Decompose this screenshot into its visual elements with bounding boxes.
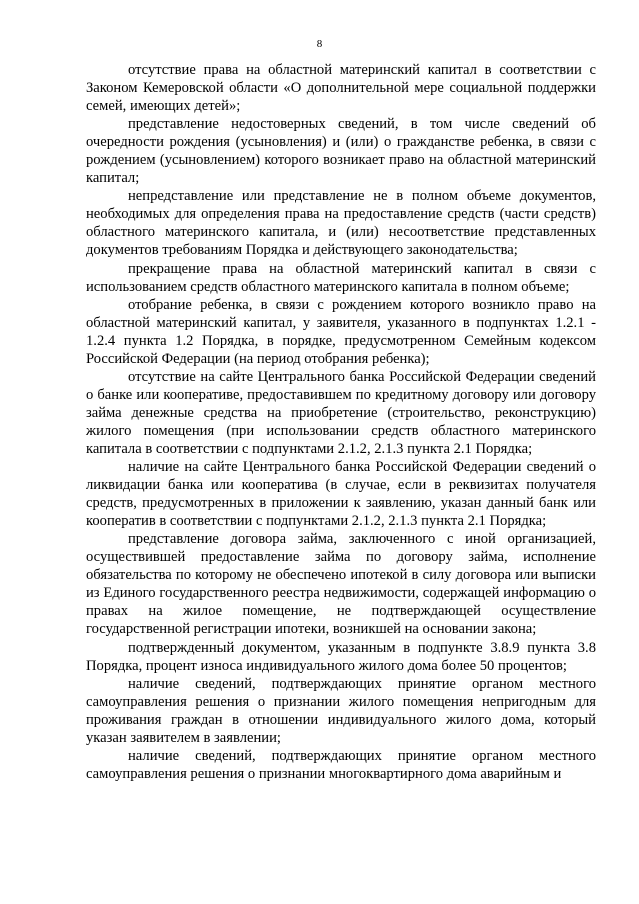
paragraph-10: наличие сведений, подтверждающих принятие органом местного самоуправления решения о признании жилого помещения непригодным для проживания граждан в отношении индивидуального жилого дома, который указан заявителем в заявлении; xyxy=(86,675,596,746)
paragraph-1: отсутствие права на областной материнский капитал в соответствии с Законом Кемеровской области «О дополнительной мере социальной поддержки семей, имеющих детей»; xyxy=(86,62,596,115)
paragraph-9: подтвержденный документом, указанным в подпункте 3.8.9 пункта 3.8 Порядка, процент износа индивидуального жилого дома более 50 процентов; xyxy=(86,639,596,674)
paragraph-5: отобрание ребенка, в связи с рождением которого возникло право на областной материнский капитал, у заявителя, указанного в подпунктах 1.2.1 - 1.2.4 пункта 1.2 Порядка, в порядке, предусмотренном Семейным кодексом Российской Федерации (на период отобрания ребенка); xyxy=(86,296,596,367)
paragraph-11: наличие сведений, подтверждающих принятие органом местного самоуправления решения о признании многоквартирного дома аварийным и xyxy=(86,747,596,782)
paragraph-2: представление недостоверных сведений, в том числе сведений об очередности рождения (усыновления) и (или) о гражданстве ребенка, в связи с рождением (усыновлением) которого возникает право на областной материнский капитал; xyxy=(86,116,596,187)
paragraph-3: непредставление или представление не в полном объеме документов, необходимых для определения права на предоставление средств (части средств) областного материнского капитала, и (или) несоответствие представленных документов требованиям Порядка и действующего законодательства; xyxy=(86,188,596,259)
paragraph-4: прекращение права на областной материнский капитал в связи с использованием средств областного материнского капитала в полном объеме; xyxy=(86,260,596,295)
paragraph-6: отсутствие на сайте Центрального банка Российской Федерации сведений о банке или кооперативе, предоставившем по кредитному договору или договору займа денежные средства на приобретение (строительство, реконструкцию) жилого помещения (при использовании средств областного материнского капитала в соответствии с подпунктами 2.1.2, 2.1.3 пункта 2.1 Порядка; xyxy=(86,368,596,457)
document-body xyxy=(86,61,596,783)
paragraph-8: представление договора займа, заключенного с иной организацией, осуществившей предоставление займа по договору займа, исполнение обязательства по которому не обеспечено ипотекой в силу договора или выписки из Единого государственного реестра недвижимости, содержащей информацию о правах на жилое помещение, не подтверждающей осуществление государственной регистрации ипотеки, возникшей на основании закона; xyxy=(86,531,596,638)
paragraph-7: наличие на сайте Центрального банка Российской Федерации сведений о ликвидации банка или кооператива (в случае, если в реквизитах получателя средств, предусмотренных в приложении к заявлению, указан данный банк или кооператив в соответствии с подпунктами 2.1.2, 2.1.3 пункта 2.1 Порядка; xyxy=(86,459,596,530)
page-number: 8 xyxy=(316,38,323,50)
